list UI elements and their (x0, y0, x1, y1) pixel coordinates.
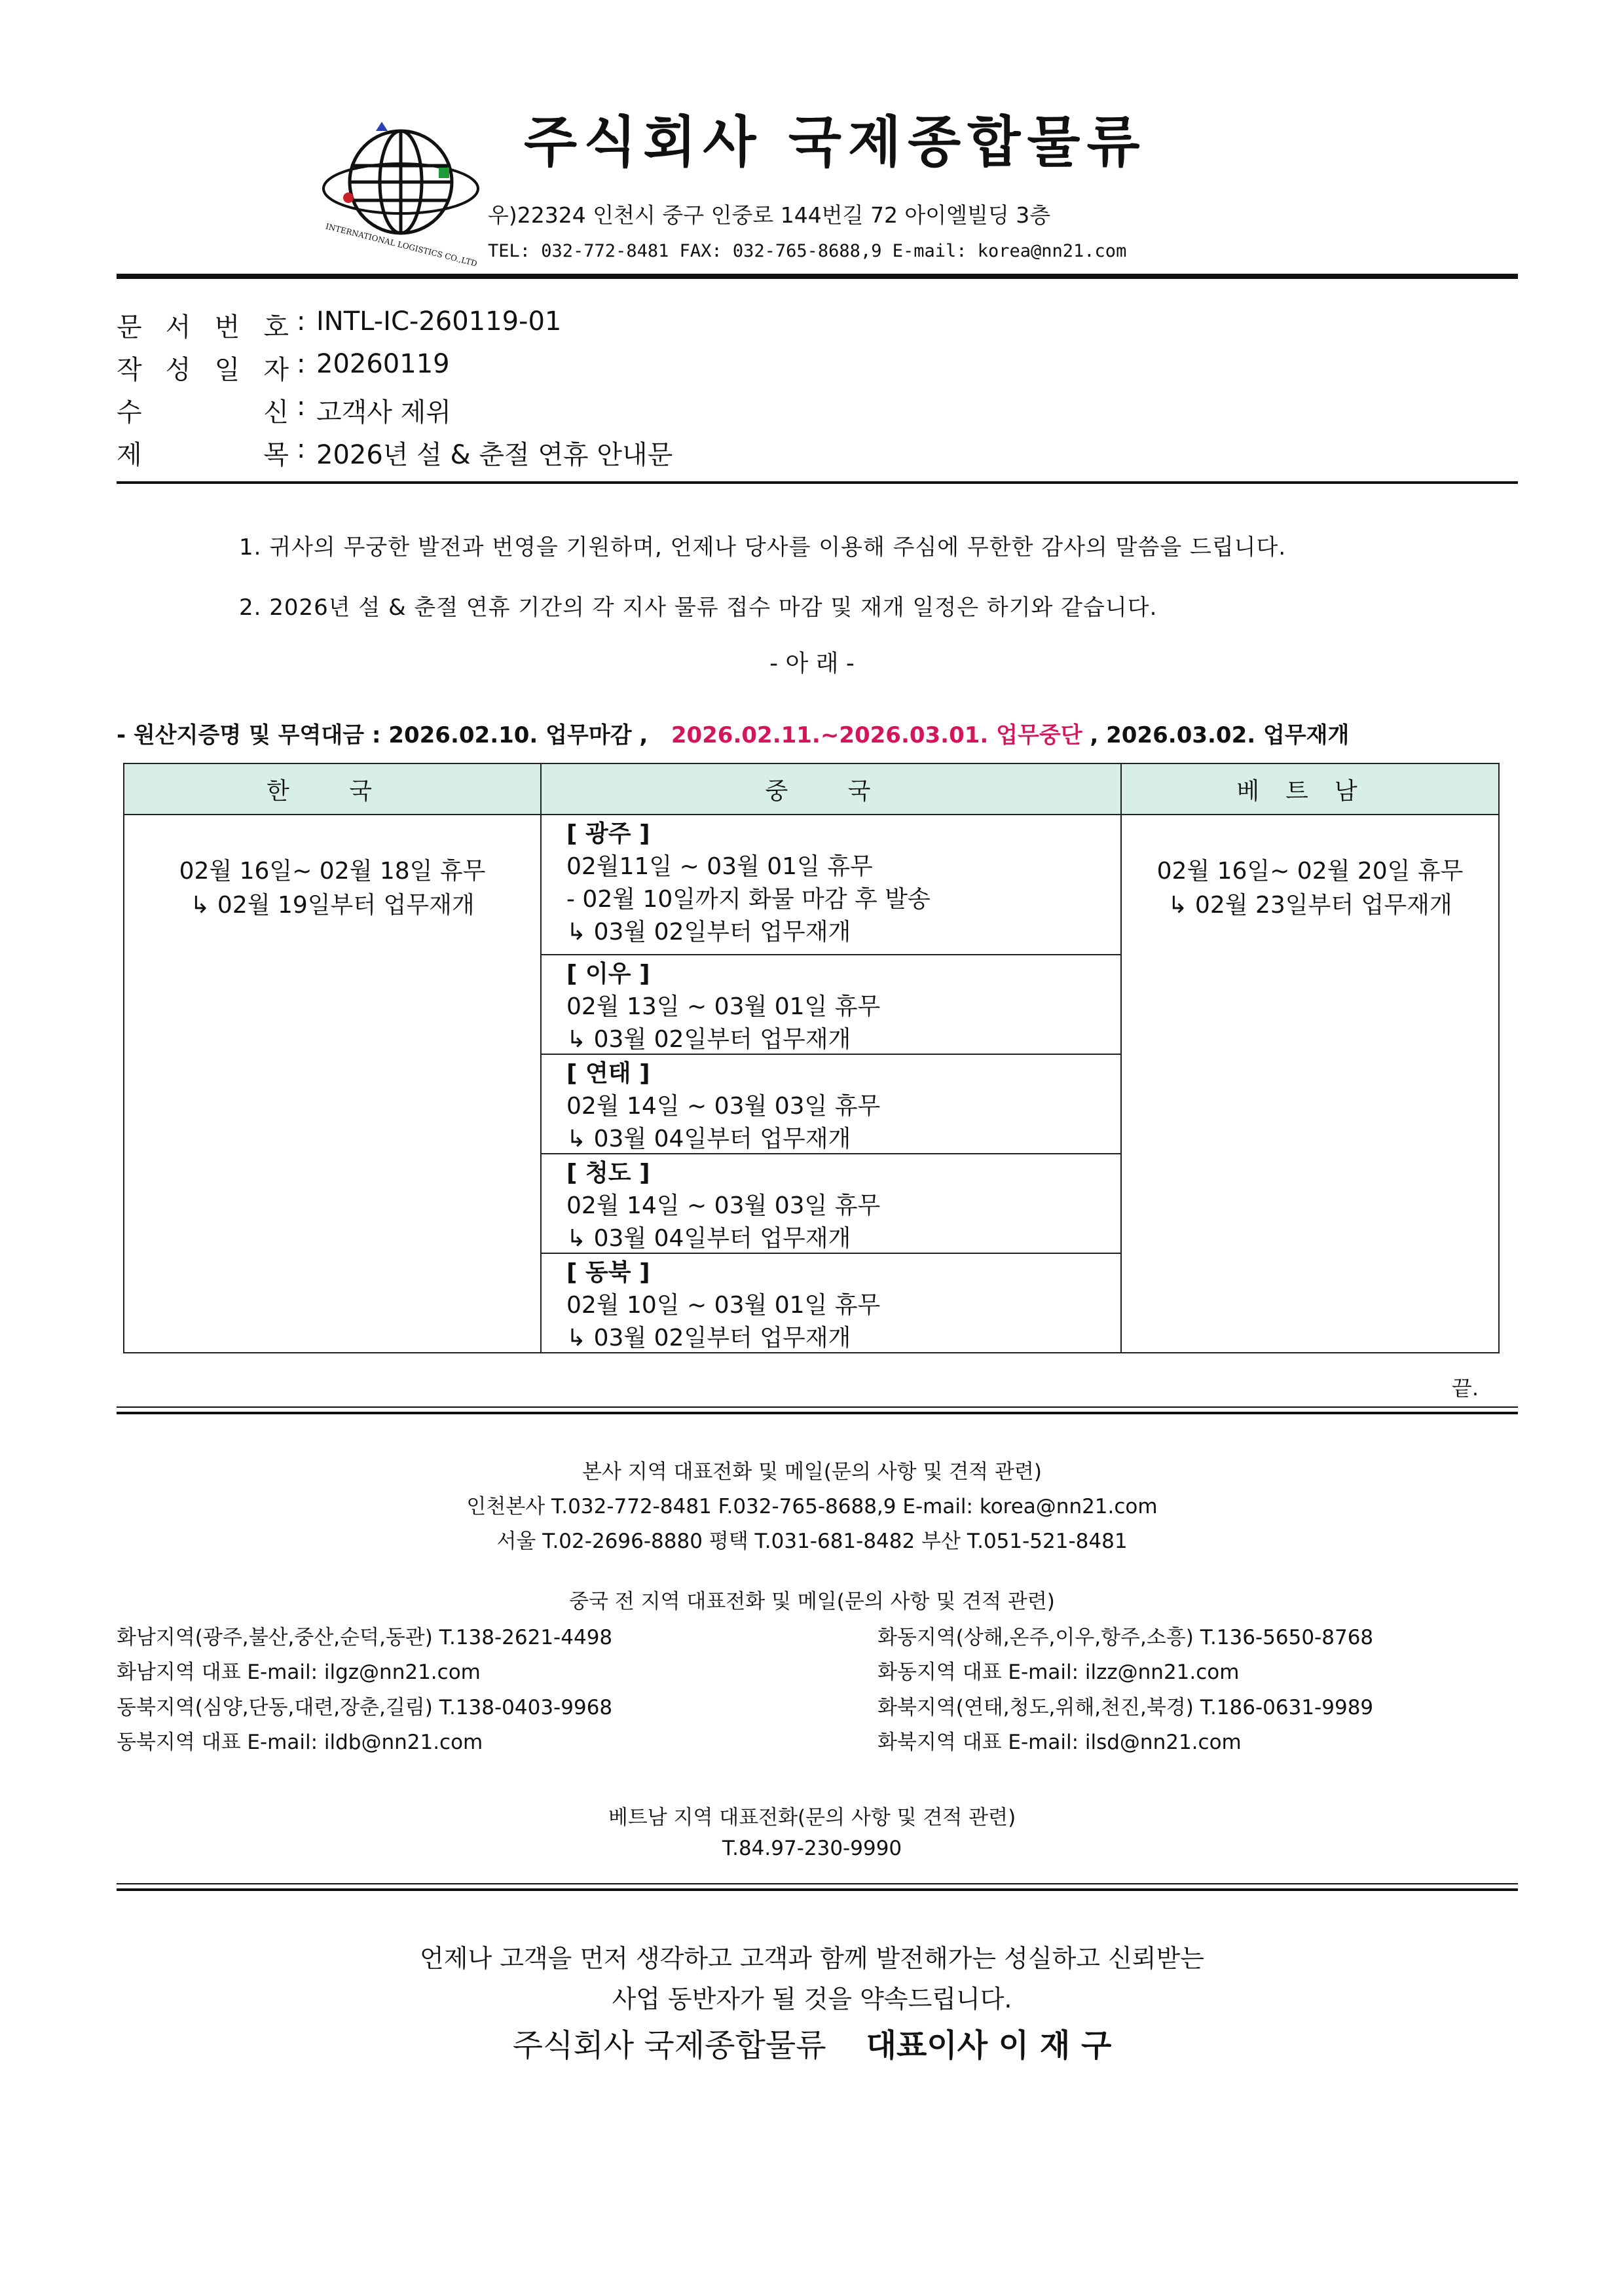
signature-company: 주식회사 국제종합물류 (512, 2027, 826, 2064)
table-row (124, 815, 1499, 1353)
cn-title: 중국 전 지역 대표전화 및 메일(문의 사항 및 견적 관련) (569, 1590, 1055, 1613)
header-china: 중 국 (541, 763, 1121, 815)
end-mark: 끝. (1451, 1376, 1479, 1401)
china-block-northeast (542, 1254, 1120, 1352)
china-line: ↳ 03월 02일부터 업무재개 (566, 1325, 851, 1351)
signature-ceo: 대표이사 이 재 구 (866, 2027, 1112, 2064)
cn-left-line: 동북지역(심양,단동,대련,장춘,길림) T.138-0403-9968 (117, 1696, 613, 1719)
city-label: [ 동북 ] (566, 1259, 650, 1286)
meta-colon: : (297, 306, 306, 337)
meta-label: 문 서 번 호 (117, 312, 289, 342)
meta-value: 2026년 설 & 춘절 연휴 안내문 (316, 440, 673, 470)
china-line: ↳ 03월 04일부터 업무재개 (566, 1126, 851, 1152)
china-line: 02월 13일 ~ 03월 01일 휴무 (566, 993, 881, 1020)
summary-line (117, 717, 1349, 749)
china-block-yiwu (542, 955, 1120, 1055)
cn-right-line: 화북지역 대표 E-mail: ilsd@nn21.com (877, 1731, 1242, 1754)
footer-divider-bottom-2 (117, 1888, 1518, 1891)
below-heading: - 아 래 - (769, 650, 855, 677)
city-label: [ 연태 ] (566, 1060, 650, 1087)
footer-divider-bottom-1 (117, 1883, 1518, 1884)
cn-right-line: 화동지역 대표 E-mail: ilzz@nn21.com (877, 1661, 1240, 1684)
china-line: 02월11일 ~ 03월 01일 휴무 (566, 853, 873, 880)
city-label: [ 광주 ] (566, 820, 650, 847)
meta-value: 고객사 제위 (316, 397, 451, 428)
signature-line (0, 2020, 1624, 2065)
china-line: 02월 14일 ~ 03월 03일 휴무 (566, 1192, 881, 1219)
company-logo (322, 117, 479, 270)
table-header-row (124, 763, 1499, 815)
korea-cell (124, 815, 541, 1353)
meta-colon: : (297, 349, 306, 379)
cn-left-line: 화남지역(광주,불산,중산,순덕,동관) T.138-2621-4498 (117, 1626, 613, 1649)
meta-colon: : (297, 392, 306, 422)
vn-phone: T.84.97-230-9990 (722, 1837, 902, 1860)
vn-title: 베트남 지역 대표전화(문의 사항 및 견적 관련) (608, 1806, 1016, 1829)
meta-value: INTL-IC-260119-01 (316, 306, 562, 337)
company-address: 우)22324 인천시 중구 인중로 144번길 72 아이엘빌딩 3층 (488, 202, 1051, 228)
china-line: ↳ 03월 02일부터 업무재개 (566, 1026, 851, 1053)
closing-line-1: 언제나 고객을 먼저 생각하고 고객과 함께 발전해가는 성실하고 신뢰받는 (420, 1944, 1204, 1973)
cn-left-line: 동북지역 대표 E-mail: ildb@nn21.com (117, 1731, 483, 1754)
meta-doc-number (117, 306, 561, 344)
korea-line: ↳ 02월 19일부터 업무재개 (190, 892, 475, 919)
china-line: ↳ 03월 04일부터 업무재개 (566, 1225, 851, 1252)
china-cell (541, 815, 1121, 1353)
blue-triangle-icon (376, 122, 388, 131)
paragraph-2: 2. 2026년 설 & 춘절 연휴 기간의 각 지사 물류 접수 마감 및 재개 일정은 하기와 같습니다. (239, 595, 1158, 621)
company-contact: TEL: 032-772-8481 FAX: 032-765-8688,9 E-mail: korea@nn21.com (488, 241, 1127, 261)
meta-date (117, 349, 450, 386)
meta-label: 제 목 (117, 440, 289, 470)
korea-line: 02월 16일~ 02월 18일 휴무 (179, 858, 486, 885)
meta-label: 작 성 일 자 (117, 355, 289, 385)
hq-line-1: 인천본사 T.032-772-8481 F.032-765-8688,9 E-mail: korea@nn21.com (466, 1495, 1158, 1518)
china-line: 02월 14일 ~ 03월 03일 휴무 (566, 1093, 881, 1120)
header-vietnam: 베트남 (1121, 763, 1499, 815)
meta-recipient (117, 392, 451, 429)
holiday-schedule-table (123, 763, 1500, 1353)
china-line: 02월 10일 ~ 03월 01일 휴무 (566, 1292, 881, 1319)
china-block-guangzhou (542, 815, 1120, 955)
china-line: ↳ 03월 02일부터 업무재개 (566, 919, 851, 946)
cn-right-line: 화동지역(상해,온주,이우,항주,소흥) T.136-5650-8768 (877, 1626, 1374, 1649)
cn-left-line: 화남지역 대표 E-mail: ilgz@nn21.com (117, 1661, 481, 1684)
red-dot-icon (343, 193, 354, 203)
city-label: [ 이우 ] (566, 961, 650, 987)
green-square-icon (439, 168, 449, 178)
summary-stop: 2026.02.11.~2026.03.01. 업무중단 (671, 722, 1082, 748)
vietnam-line: ↳ 02월 23일부터 업무재개 (1168, 892, 1452, 919)
vietnam-cell (1121, 815, 1499, 1353)
meta-subject (117, 434, 673, 471)
china-line: - 02월 10일까지 화물 마감 후 발송 (566, 886, 931, 913)
china-block-yantai (542, 1055, 1120, 1154)
logo-caption: INTERNATIONAL LOGISTICS CO.,LTD (324, 221, 479, 268)
footer-divider-top-2 (117, 1412, 1518, 1414)
meta-label: 수 신 (117, 397, 289, 428)
city-label: [ 청도 ] (566, 1160, 650, 1186)
header-korea: 한 국 (124, 763, 541, 815)
footer-divider-top-1 (117, 1406, 1518, 1408)
hq-line-2: 서울 T.02-2696-8880 평택 T.031-681-8482 부산 T.051-521-8481 (496, 1530, 1128, 1553)
meta-colon: : (297, 434, 306, 464)
header-divider (117, 274, 1518, 279)
paragraph-1: 1. 귀사의 무궁한 발전과 번영을 기원하며, 언제나 당사를 이용해 주심에 무한한 감사의 말씀을 드립니다. (239, 534, 1287, 560)
china-block-qingdao (542, 1154, 1120, 1254)
hq-title: 본사 지역 대표전화 및 메일(문의 사항 및 견적 관련) (582, 1460, 1042, 1484)
company-title: 주식회사 국제종합물류 (524, 110, 1147, 174)
summary-suffix: , 2026.03.02. 업무재개 (1090, 722, 1350, 748)
globe-icon (323, 131, 478, 233)
summary-prefix: - 원산지증명 및 무역대금 : 2026.02.10. 업무마감 , (117, 722, 648, 748)
cn-right-line: 화북지역(연태,청도,위해,천진,북경) T.186-0631-9989 (877, 1696, 1374, 1719)
meta-divider (117, 481, 1518, 484)
meta-value: 20260119 (316, 349, 450, 379)
closing-line-2: 사업 동반자가 될 것을 약속드립니다. (612, 1985, 1012, 2013)
vietnam-line: 02월 16일~ 02월 20일 휴무 (1156, 858, 1464, 885)
